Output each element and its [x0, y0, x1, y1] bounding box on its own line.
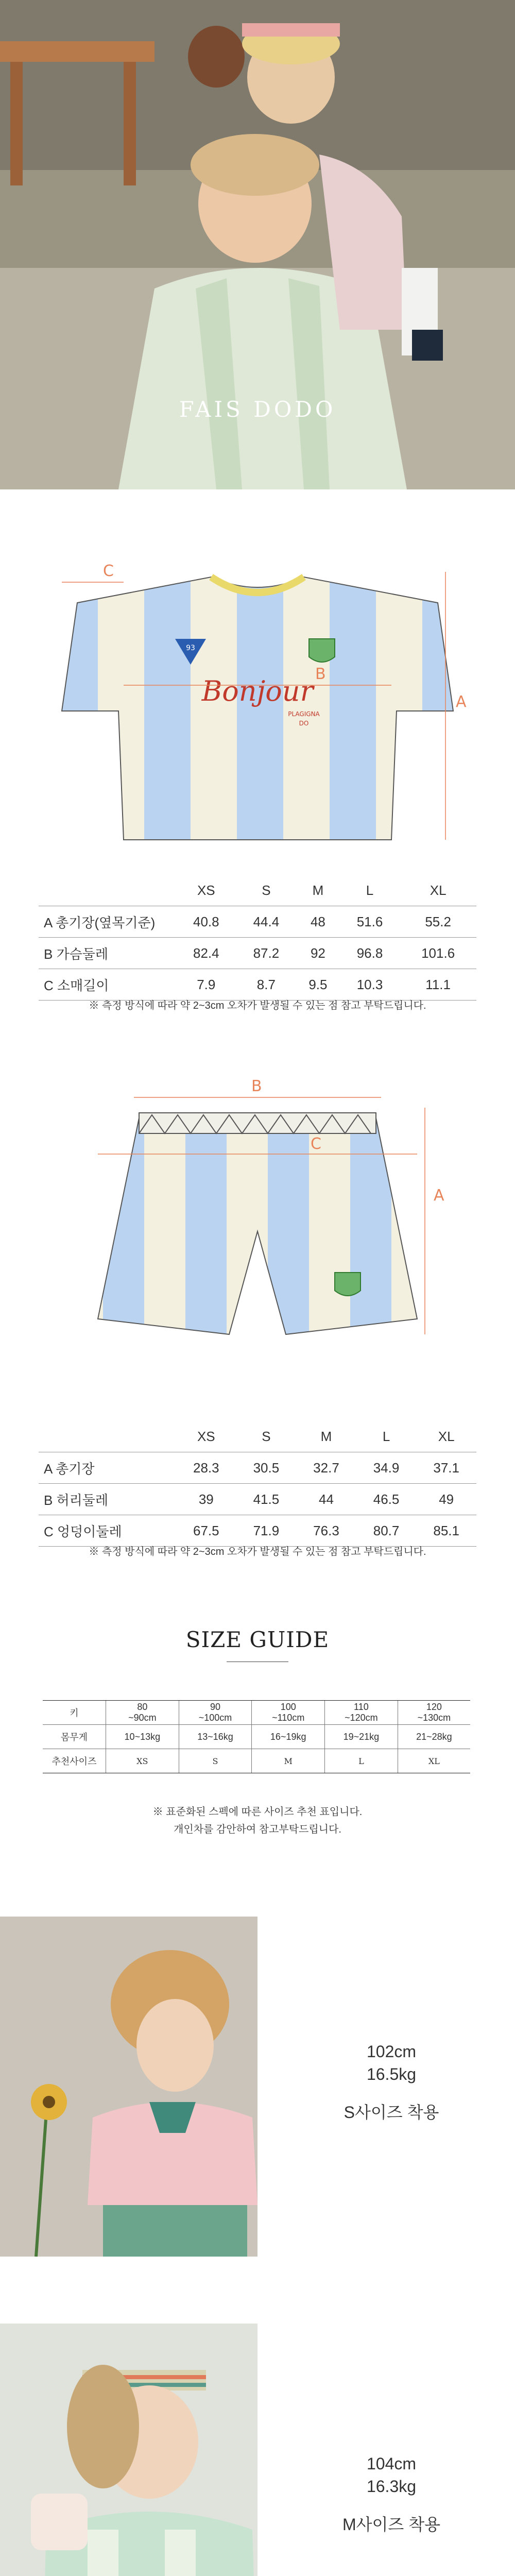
row-label: 몸무게	[43, 1725, 106, 1749]
table-cell	[325, 1701, 398, 1725]
table-cell: 48	[296, 906, 340, 938]
model-weight: 16.5kg	[366, 2065, 417, 2083]
table-cell: 13~16kg	[179, 1725, 252, 1749]
dim-a-label: A	[456, 693, 467, 711]
tshirt-diagram	[0, 562, 515, 850]
shorts-dim-c-label: C	[311, 1135, 321, 1153]
table-cell: 46.5	[356, 1484, 417, 1515]
table-cell: 28.3	[176, 1452, 236, 1484]
table-cell: 10~13kg	[106, 1725, 179, 1749]
table-cell: 82.4	[176, 938, 236, 969]
cell-line: ~90cm	[128, 1713, 157, 1723]
row-label: B 가슴둘레	[39, 938, 176, 969]
table-cell: M	[252, 1749, 325, 1773]
shorts-dim-a-label: A	[434, 1187, 444, 1205]
shorts-diagram	[0, 1077, 515, 1365]
row-label: A 총기장	[39, 1452, 176, 1484]
table-cell: 21~28kg	[398, 1725, 470, 1749]
model-1-illustration	[0, 1917, 258, 2257]
cell-line: 80	[137, 1702, 148, 1712]
table-row	[39, 1515, 476, 1547]
size-guide-table	[43, 1700, 470, 1773]
table-cell: 71.9	[236, 1515, 297, 1547]
tshirt-print-main: Bonjour	[201, 675, 314, 707]
model-info-1	[319, 2040, 464, 2124]
tshirt-print-sub2: DO	[299, 720, 309, 727]
cell-line: ~110cm	[272, 1713, 305, 1723]
row-label: B 허리둘레	[39, 1484, 176, 1515]
dim-c-label: C	[103, 562, 114, 580]
tshirt-size-table	[39, 875, 476, 1001]
badge-number: 93	[186, 644, 195, 652]
table-header-cell: M	[296, 1421, 356, 1452]
table-header-cell: XL	[400, 875, 476, 906]
table-cell	[179, 1701, 252, 1725]
model-height: 104cm	[366, 2454, 417, 2473]
cell-line: 120	[426, 1702, 442, 1712]
table-header-cell: S	[236, 1421, 297, 1452]
model-weight: 16.3kg	[366, 2477, 417, 2496]
model-photo-1	[0, 1917, 258, 2257]
shorts-size-table	[39, 1421, 476, 1547]
table-cell: 76.3	[296, 1515, 356, 1547]
table-header-cell: M	[296, 875, 340, 906]
table-header-cell: S	[236, 875, 297, 906]
tshirt-illustration	[0, 562, 515, 850]
table-header-row	[39, 875, 476, 906]
table-header-cell	[39, 1421, 176, 1452]
table-cell: 19~21kg	[325, 1725, 398, 1749]
model-wearing-size: M사이즈 착용	[342, 2515, 441, 2534]
table-cell: 7.9	[176, 969, 236, 1001]
cell-line: ~120cm	[345, 1713, 378, 1723]
table-header-cell: XS	[176, 875, 236, 906]
size-guide-note-line2: 개인차를 감안하여 참고부탁드립니다.	[174, 1824, 341, 1835]
table-cell: 30.5	[236, 1452, 297, 1484]
table-row	[43, 1701, 470, 1725]
table-row	[39, 1452, 476, 1484]
table-header-cell: L	[340, 875, 400, 906]
table-cell: 85.1	[416, 1515, 476, 1547]
cell-line: ~130cm	[417, 1713, 451, 1723]
row-label: A 총기장(옆목기준)	[39, 906, 176, 938]
cell-line: ~100cm	[198, 1713, 232, 1723]
model-wearing-size: S사이즈 착용	[344, 2103, 439, 2122]
shorts-measure-note: ※ 측정 방식에 따라 약 2~3cm 오차가 발생될 수 있는 점 참고 부탁드립니다.	[89, 1546, 426, 1557]
table-cell: 101.6	[400, 938, 476, 969]
table-cell: XS	[106, 1749, 179, 1773]
row-label: C 엉덩이둘레	[39, 1515, 176, 1547]
table-cell: 96.8	[340, 938, 400, 969]
table-cell: 10.3	[340, 969, 400, 1001]
table-cell: 55.2	[400, 906, 476, 938]
size-guide-title: SIZE GUIDE	[185, 1627, 330, 1652]
table-cell: 39	[176, 1484, 236, 1515]
cell-line: 110	[354, 1702, 369, 1712]
table-cell: 67.5	[176, 1515, 236, 1547]
table-cell: 87.2	[236, 938, 297, 969]
table-row	[43, 1749, 470, 1773]
table-cell: 49	[416, 1484, 476, 1515]
table-header-cell: XL	[416, 1421, 476, 1452]
table-row	[39, 906, 476, 938]
table-cell: 41.5	[236, 1484, 297, 1515]
row-label: 키	[43, 1701, 106, 1725]
table-cell: 8.7	[236, 969, 297, 1001]
cell-line: 90	[210, 1702, 221, 1712]
table-row	[39, 1484, 476, 1515]
table-header-cell: L	[356, 1421, 417, 1452]
dim-b-label: B	[315, 665, 326, 683]
table-cell	[252, 1701, 325, 1725]
table-cell: 11.1	[400, 969, 476, 1001]
table-cell: 51.6	[340, 906, 400, 938]
table-cell: 32.7	[296, 1452, 356, 1484]
tshirt-measure-note: ※ 측정 방식에 따라 약 2~3cm 오차가 발생될 수 있는 점 참고 부탁드립니다.	[89, 1000, 426, 1011]
model-photo-2	[0, 2324, 258, 2576]
table-cell: L	[325, 1749, 398, 1773]
table-cell: 37.1	[416, 1452, 476, 1484]
model-info-2	[319, 2452, 464, 2536]
table-cell: 9.5	[296, 969, 340, 1001]
table-cell: 40.8	[176, 906, 236, 938]
table-cell: 92	[296, 938, 340, 969]
table-cell: S	[179, 1749, 252, 1773]
table-row	[43, 1725, 470, 1749]
table-row	[39, 969, 476, 1001]
tshirt-print-sub: PLAGIGNA	[288, 710, 320, 718]
table-cell: 34.9	[356, 1452, 417, 1484]
table-cell: 16~19kg	[252, 1725, 325, 1749]
hero-brand-text: FAIS DODO	[179, 397, 336, 422]
row-label: C 소매길이	[39, 969, 176, 1001]
size-guide-note	[0, 1803, 515, 1838]
table-cell: 44.4	[236, 906, 297, 938]
model-2-illustration	[0, 2324, 258, 2576]
table-cell: 80.7	[356, 1515, 417, 1547]
table-cell	[106, 1701, 179, 1725]
model-height: 102cm	[366, 2042, 417, 2061]
table-cell: XL	[398, 1749, 470, 1773]
row-label: 추천사이즈	[43, 1749, 106, 1773]
table-cell	[398, 1701, 470, 1725]
cell-line: 100	[280, 1702, 296, 1712]
table-header-row	[39, 1421, 476, 1452]
table-header-cell	[39, 875, 176, 906]
table-row	[39, 938, 476, 969]
shorts-illustration	[0, 1077, 515, 1365]
size-guide-note-line1: ※ 표준화된 스펙에 따른 사이즈 추천 표입니다.	[152, 1806, 363, 1818]
table-cell: 44	[296, 1484, 356, 1515]
shorts-dim-b-label: B	[251, 1077, 262, 1095]
table-header-cell: XS	[176, 1421, 236, 1452]
